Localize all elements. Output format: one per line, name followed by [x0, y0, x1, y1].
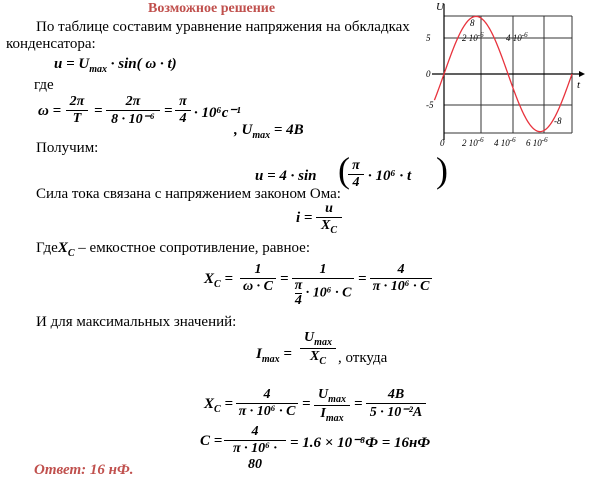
xc2-f2-num-sub: max	[328, 393, 346, 405]
imax-den	[300, 348, 336, 367]
x-axis-label: t	[577, 79, 581, 91]
xc-f1-den: ω · C	[240, 278, 276, 295]
x-tick-0: 0	[440, 138, 445, 148]
x-axis-arrow	[579, 71, 585, 77]
imax-num-text: U	[304, 330, 315, 345]
xc-f2-inner-frac	[295, 279, 303, 308]
y-tick-0: 0	[426, 69, 431, 79]
ohm-den-text: X	[320, 218, 331, 233]
x-tick-2	[462, 136, 484, 148]
obtain-label: Получим:	[36, 140, 99, 156]
answer: Ответ: 16 нФ.	[34, 462, 134, 478]
omega-f3-num: π	[179, 94, 187, 109]
eq-sign: =	[280, 271, 289, 287]
xc2-lhs: $X_C$ =	[204, 396, 233, 415]
xc2-frac-3	[366, 387, 426, 421]
omega-f1-num: 2π	[69, 94, 85, 109]
x-tick-6-text: 6 10	[526, 138, 542, 148]
x-tick-6-exp: -6	[541, 136, 548, 144]
xc-f1-num: 1	[254, 262, 262, 277]
ohm-den-sub: C	[330, 224, 337, 236]
eq-sign: =	[358, 271, 367, 287]
xc-f3-num: 4	[397, 262, 405, 277]
eq2-frac-num: π	[352, 158, 360, 173]
c-frac	[224, 424, 286, 473]
imax-lhs-text: I	[256, 346, 262, 362]
paren-open: (	[338, 150, 350, 190]
xc2-f3-den: 5 · 10⁻²A	[366, 403, 426, 421]
xc-f2-den-a: π	[294, 278, 303, 293]
umax-value: = 4B	[270, 122, 304, 138]
xc2-f2-den-text: I	[320, 405, 326, 421]
xc2-f1-num: 4	[263, 387, 271, 402]
xc-text-pre: Где	[36, 240, 58, 256]
imax-den-text: X	[309, 348, 320, 364]
top-label-4	[506, 31, 528, 43]
xc-f2-den	[292, 278, 354, 308]
intro-line-2: конденсатора:	[6, 36, 96, 52]
eq2-lhs: u = 4 · sin	[255, 168, 317, 184]
eq-u-sub: max	[89, 64, 108, 75]
x-tick-4-text: 4 10	[494, 138, 510, 148]
xc2-f1-den: π · 10⁶ · C	[236, 403, 298, 420]
xc2-f2-num-text: U	[318, 387, 329, 402]
omega-f1-den: T	[66, 110, 88, 127]
eq-sign: =	[302, 396, 311, 412]
omega-frac-3	[175, 94, 191, 127]
ohm-text: Сила тока связана с напряжением законом Ома:	[36, 186, 341, 202]
voltage-graph	[422, 0, 596, 152]
eq-sign: =	[164, 103, 173, 119]
xc2-f2-den-sub: max	[325, 412, 344, 424]
eq2-frac-den: 4	[348, 174, 364, 191]
xc-text-sub: C	[67, 248, 75, 259]
ohm-lhs: i =	[296, 210, 313, 226]
ohm-frac	[316, 201, 342, 236]
equation-u	[54, 56, 177, 75]
imax-num-sub: max	[314, 336, 332, 348]
umax-sub: max	[252, 130, 271, 141]
imax-lhs: $I_{max}$ =	[256, 346, 292, 365]
intro-line-1: По таблице составим уравнение напряжения на обкладках	[36, 19, 410, 35]
eq2-frac	[348, 158, 364, 191]
eq-u-rest: · sin( ω · t)	[107, 56, 177, 72]
eq-u-text: u = U	[54, 56, 90, 72]
xc-frac-1	[240, 262, 276, 295]
x-tick-2-text: 2 10	[462, 138, 478, 148]
top-label-2-text: 2 10	[462, 33, 478, 43]
otkuda-label: , откуда	[338, 350, 388, 366]
omega-f2-den: 8 · 10⁻⁶	[106, 110, 160, 128]
imax-lhs-sub: max	[261, 354, 280, 365]
y-axis-label: U	[436, 1, 444, 13]
omega-f3-den: 4	[175, 110, 191, 127]
max-label: 8	[470, 18, 475, 28]
xc2-f2-den	[314, 405, 350, 424]
umax-text: , U	[234, 122, 253, 138]
eq-sign: =	[354, 396, 363, 412]
where-label: где	[34, 77, 54, 93]
top-label-2-exp: -6	[477, 31, 484, 39]
omega-frac-1	[66, 94, 88, 127]
xc-f2-den-c: · 10⁶ · C	[305, 285, 352, 301]
omega-tail: · 10⁶c⁻¹	[194, 105, 241, 121]
c-den: π · 10⁶ · 80	[224, 440, 286, 473]
x-tick-4-exp: -6	[509, 136, 516, 144]
c-num: 4	[251, 424, 259, 439]
c-result: = 1.6 × 10⁻⁸Ф = 16нФ	[290, 435, 431, 451]
ohm-den	[316, 217, 342, 236]
eq2-tail: · 10⁶ · t	[368, 168, 412, 184]
xc2-frac-2	[314, 387, 350, 424]
xc-frac-2	[292, 262, 354, 308]
xc2-lhs-text: X	[204, 396, 215, 412]
x-tick-6	[526, 136, 548, 148]
ohm-num: u	[325, 201, 333, 216]
xc2-lhs-sub: C	[214, 404, 221, 415]
omega-frac-2	[106, 94, 160, 128]
min-label: -8	[554, 116, 562, 126]
xc2-f2-num	[314, 387, 350, 405]
max-text: И для максимальных значений:	[36, 314, 237, 330]
omega-f2-num: 2π	[125, 94, 141, 109]
xc-lhs-sub: C	[214, 279, 221, 290]
xc-f2-num: 1	[319, 262, 327, 277]
top-label-4-exp: -6	[521, 31, 528, 39]
x-tick-4	[494, 136, 516, 148]
xc-frac-3	[370, 262, 432, 295]
omega-lhs: ω =	[38, 103, 62, 119]
imax-frac	[300, 330, 336, 367]
xc2-frac-1	[236, 387, 298, 420]
paren-close: )	[436, 150, 448, 190]
top-label-4-text: 4 10	[506, 33, 522, 43]
umax-equation	[234, 122, 304, 141]
imax-num	[300, 330, 336, 348]
xc-f3-den: π · 10⁶ · C	[370, 278, 432, 295]
y-tick-5: 5	[426, 33, 431, 43]
xc-lhs-text: X	[204, 271, 215, 287]
eq-sign: =	[94, 103, 103, 119]
xc-f2-den-b: 4	[294, 293, 302, 308]
xc-lhs: $X_C$ =	[204, 271, 233, 290]
xc-text	[36, 240, 310, 262]
xc-text-sym: X	[57, 240, 68, 256]
xc-text-post: – емкостное сопротивление, равное:	[74, 240, 310, 256]
c-lhs: C =	[200, 433, 223, 449]
xc2-f3-num: 4B	[387, 387, 405, 402]
page-title: Возможное решение	[148, 1, 276, 16]
y-tick-m5: -5	[426, 100, 434, 110]
x-tick-2-exp: -6	[477, 136, 484, 144]
imax-den-sub: C	[319, 355, 326, 367]
